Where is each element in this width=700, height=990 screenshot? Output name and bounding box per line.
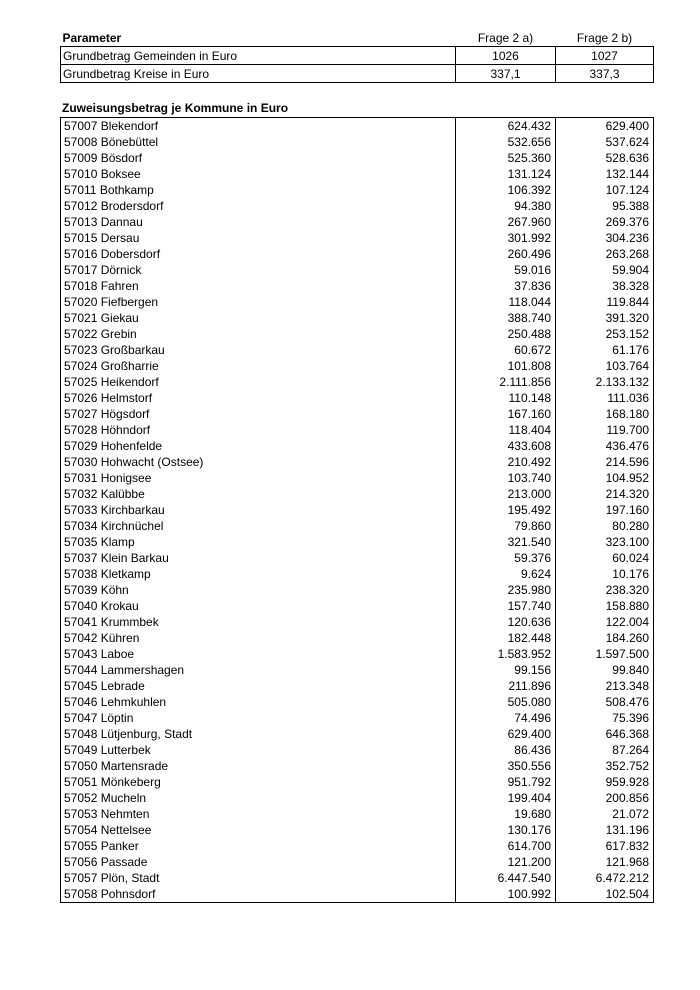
municipality-name-cell: 57011 Bothkamp xyxy=(61,182,456,198)
table-row xyxy=(61,454,654,470)
value-frage-2a-cell: 60.672 xyxy=(456,342,556,358)
value-frage-2a-cell: 213.000 xyxy=(456,486,556,502)
municipality-name-cell: 57008 Bönebüttel xyxy=(61,134,456,150)
municipality-name-cell: 57016 Dobersdorf xyxy=(61,246,456,262)
table-row xyxy=(61,678,654,694)
value-frage-2b-cell: 200.856 xyxy=(556,790,654,806)
value-frage-2a-cell: 79.860 xyxy=(456,518,556,534)
table-row xyxy=(61,806,654,822)
municipality-name-cell: 57042 Kühren xyxy=(61,630,456,646)
municipality-name-cell: 57035 Klamp xyxy=(61,534,456,550)
table-row xyxy=(61,246,654,262)
municipality-name-cell: 57046 Lehmkuhlen xyxy=(61,694,456,710)
value-frage-2b-cell: 214.320 xyxy=(556,486,654,502)
value-frage-2a-cell: 525.360 xyxy=(456,150,556,166)
municipality-name-cell: 57029 Hohenfelde xyxy=(61,438,456,454)
parameter-header-row xyxy=(61,29,654,47)
value-frage-2a-cell: 9.624 xyxy=(456,566,556,582)
municipality-name-cell: 57007 Blekendorf xyxy=(61,118,456,135)
table-row xyxy=(61,214,654,230)
municipality-name-cell: 57057 Plön, Stadt xyxy=(61,870,456,886)
value-frage-2a-cell: 74.496 xyxy=(456,710,556,726)
value-frage-2b-cell: 131.196 xyxy=(556,822,654,838)
value-frage-2a-cell: 1.583.952 xyxy=(456,646,556,662)
municipality-name-cell: 57051 Mönkeberg xyxy=(61,774,456,790)
table-row xyxy=(61,230,654,246)
table-row xyxy=(61,166,654,182)
municipality-name-cell: 57034 Kirchnüchel xyxy=(61,518,456,534)
value-frage-2b-cell: 352.752 xyxy=(556,758,654,774)
value-frage-2b-cell: 103.764 xyxy=(556,358,654,374)
table-row xyxy=(61,758,654,774)
municipality-name-cell: 57039 Köhn xyxy=(61,582,456,598)
value-frage-2a-cell: 195.492 xyxy=(456,502,556,518)
value-frage-2b-cell: 269.376 xyxy=(556,214,654,230)
table-row xyxy=(61,774,654,790)
value-frage-2b-cell: 158.880 xyxy=(556,598,654,614)
value-frage-2b-cell: 6.472.212 xyxy=(556,870,654,886)
municipality-name-cell: 57027 Högsdorf xyxy=(61,406,456,422)
value-frage-2a-cell: 433.608 xyxy=(456,438,556,454)
municipality-name-cell: 57017 Dörnick xyxy=(61,262,456,278)
table-row xyxy=(61,438,654,454)
value-frage-2a-cell: 59.016 xyxy=(456,262,556,278)
value-frage-2b-cell: 60.024 xyxy=(556,550,654,566)
value-frage-2a-cell: 118.044 xyxy=(456,294,556,310)
value-frage-2b-cell: 263.268 xyxy=(556,246,654,262)
table-row xyxy=(61,710,654,726)
table-row xyxy=(61,486,654,502)
table-row xyxy=(61,822,654,838)
table-row xyxy=(61,358,654,374)
municipality-name-cell: 57049 Lutterbek xyxy=(61,742,456,758)
value-frage-2a-cell: 101.808 xyxy=(456,358,556,374)
value-frage-2b-cell: 119.844 xyxy=(556,294,654,310)
municipality-name-cell: 57012 Brodersdorf xyxy=(61,198,456,214)
value-frage-2a-cell: 157.740 xyxy=(456,598,556,614)
municipality-name-cell: 57009 Bösdorf xyxy=(61,150,456,166)
municipality-name-cell: 57020 Fiefbergen xyxy=(61,294,456,310)
municipality-name-cell: 57045 Lebrade xyxy=(61,678,456,694)
value-frage-2a-cell: 301.992 xyxy=(456,230,556,246)
value-frage-2a-cell: 614.700 xyxy=(456,838,556,854)
municipality-name-cell: 57054 Nettelsee xyxy=(61,822,456,838)
table-row xyxy=(61,422,654,438)
value-frage-2a-cell: 106.392 xyxy=(456,182,556,198)
municipality-name-cell: 57030 Hohwacht (Ostsee) xyxy=(61,454,456,470)
value-frage-2a-cell: 624.432 xyxy=(456,118,556,135)
table-row xyxy=(61,278,654,294)
value-frage-2b-cell: 253.152 xyxy=(556,326,654,342)
value-frage-2b-cell: 436.476 xyxy=(556,438,654,454)
parameter-row xyxy=(61,65,654,83)
value-frage-2a-cell: 1026 xyxy=(456,47,556,65)
table-row xyxy=(61,310,654,326)
municipality-name-cell: 57055 Panker xyxy=(61,838,456,854)
value-frage-2b-cell: 646.368 xyxy=(556,726,654,742)
value-frage-2a-cell: 250.488 xyxy=(456,326,556,342)
table-row xyxy=(61,198,654,214)
value-frage-2b-cell: 95.388 xyxy=(556,198,654,214)
table-row xyxy=(61,470,654,486)
table-row xyxy=(61,390,654,406)
value-frage-2b-cell: 99.840 xyxy=(556,662,654,678)
municipality-name-cell: 57037 Klein Barkau xyxy=(61,550,456,566)
table-row xyxy=(61,598,654,614)
table-row xyxy=(61,118,654,135)
value-frage-2a-cell: 388.740 xyxy=(456,310,556,326)
value-frage-2b-cell: 1.597.500 xyxy=(556,646,654,662)
value-frage-2b-cell: 121.968 xyxy=(556,854,654,870)
value-frage-2b-cell: 61.176 xyxy=(556,342,654,358)
municipality-name-cell: 57025 Heikendorf xyxy=(61,374,456,390)
value-frage-2a-cell: 321.540 xyxy=(456,534,556,550)
value-frage-2b-cell: 323.100 xyxy=(556,534,654,550)
allocation-table xyxy=(60,117,654,903)
value-frage-2b-cell: 213.348 xyxy=(556,678,654,694)
municipality-name-cell: 57010 Boksee xyxy=(61,166,456,182)
table-row xyxy=(61,134,654,150)
value-frage-2a-cell: 94.380 xyxy=(456,198,556,214)
table-row xyxy=(61,182,654,198)
section-title: Zuweisungsbetrag je Kommune in Euro xyxy=(62,101,289,115)
value-frage-2b-cell: 111.036 xyxy=(556,390,654,406)
value-frage-2a-cell: 19.680 xyxy=(456,806,556,822)
column-header-frage-2b: Frage 2 b) xyxy=(576,30,633,45)
value-frage-2a-cell: 951.792 xyxy=(456,774,556,790)
municipality-name-cell: 57031 Honigsee xyxy=(61,470,456,486)
value-frage-2b-cell: 959.928 xyxy=(556,774,654,790)
value-frage-2b-cell: 629.400 xyxy=(556,118,654,135)
table-row xyxy=(61,838,654,854)
municipality-name-cell: 57015 Dersau xyxy=(61,230,456,246)
value-frage-2b-cell: 184.260 xyxy=(556,630,654,646)
value-frage-2a-cell: 210.492 xyxy=(456,454,556,470)
value-frage-2a-cell: 103.740 xyxy=(456,470,556,486)
value-frage-2b-cell: 197.160 xyxy=(556,502,654,518)
parameter-row xyxy=(61,47,654,65)
value-frage-2b-cell: 132.144 xyxy=(556,166,654,182)
value-frage-2b-cell: 75.396 xyxy=(556,710,654,726)
value-frage-2b-cell: 80.280 xyxy=(556,518,654,534)
value-frage-2a-cell: 532.656 xyxy=(456,134,556,150)
table-row xyxy=(61,790,654,806)
table-row xyxy=(61,662,654,678)
value-frage-2a-cell: 59.376 xyxy=(456,550,556,566)
value-frage-2b-cell: 391.320 xyxy=(556,310,654,326)
table-row xyxy=(61,854,654,870)
municipality-name-cell: 57023 Großbarkau xyxy=(61,342,456,358)
value-frage-2a-cell: 167.160 xyxy=(456,406,556,422)
table-row xyxy=(61,326,654,342)
municipality-name-cell: 57050 Martensrade xyxy=(61,758,456,774)
municipality-name-cell: 57022 Grebin xyxy=(61,326,456,342)
value-frage-2b-cell: 119.700 xyxy=(556,422,654,438)
municipality-name-cell: 57026 Helmstorf xyxy=(61,390,456,406)
value-frage-2a-cell: 211.896 xyxy=(456,678,556,694)
municipality-name-cell: 57052 Mucheln xyxy=(61,790,456,806)
table-row xyxy=(61,374,654,390)
table-row xyxy=(61,694,654,710)
table-row xyxy=(61,406,654,422)
value-frage-2a-cell: 2.111.856 xyxy=(456,374,556,390)
table-row xyxy=(61,646,654,662)
municipality-name-cell: 57048 Lütjenburg, Stadt xyxy=(61,726,456,742)
municipality-name-cell: 57032 Kalübbe xyxy=(61,486,456,502)
table-row xyxy=(61,150,654,166)
municipality-name-cell: 57058 Pohnsdorf xyxy=(61,886,456,903)
value-frage-2a-cell: 100.992 xyxy=(456,886,556,903)
value-frage-2a-cell: 267.960 xyxy=(456,214,556,230)
value-frage-2b-cell: 528.636 xyxy=(556,150,654,166)
municipality-name-cell: Grundbetrag Gemeinden in Euro xyxy=(61,47,456,65)
table-row xyxy=(61,582,654,598)
value-frage-2b-cell: 10.176 xyxy=(556,566,654,582)
value-frage-2a-cell: 350.556 xyxy=(456,758,556,774)
table-row xyxy=(61,518,654,534)
table-row xyxy=(61,870,654,886)
table-row xyxy=(61,726,654,742)
municipality-name-cell: 57018 Fahren xyxy=(61,278,456,294)
municipality-name-cell: 57028 Höhndorf xyxy=(61,422,456,438)
municipality-name-cell: 57038 Kletkamp xyxy=(61,566,456,582)
parameter-table xyxy=(60,29,654,83)
value-frage-2b-cell: 537.624 xyxy=(556,134,654,150)
value-frage-2b-cell: 337,3 xyxy=(556,65,654,83)
municipality-name-cell: 57024 Großharrie xyxy=(61,358,456,374)
value-frage-2a-cell: 110.148 xyxy=(456,390,556,406)
value-frage-2b-cell: 508.476 xyxy=(556,694,654,710)
table-row xyxy=(61,742,654,758)
municipality-name-cell: 57041 Krummbek xyxy=(61,614,456,630)
value-frage-2a-cell: 235.980 xyxy=(456,582,556,598)
table-row xyxy=(61,294,654,310)
value-frage-2b-cell: 122.004 xyxy=(556,614,654,630)
municipality-name-cell: 57044 Lammershagen xyxy=(61,662,456,678)
value-frage-2b-cell: 304.236 xyxy=(556,230,654,246)
value-frage-2a-cell: 37.836 xyxy=(456,278,556,294)
municipality-name-cell: Grundbetrag Kreise in Euro xyxy=(61,65,456,83)
table-row xyxy=(61,614,654,630)
table-row xyxy=(61,566,654,582)
value-frage-2b-cell: 104.952 xyxy=(556,470,654,486)
value-frage-2b-cell: 168.180 xyxy=(556,406,654,422)
parameter-header-label: Parameter xyxy=(62,30,122,45)
municipality-name-cell: 57043 Laboe xyxy=(61,646,456,662)
table-row xyxy=(61,502,654,518)
value-frage-2a-cell: 629.400 xyxy=(456,726,556,742)
column-header-frage-2a: Frage 2 a) xyxy=(477,30,534,45)
value-frage-2a-cell: 131.124 xyxy=(456,166,556,182)
table-row xyxy=(61,886,654,903)
table-row xyxy=(61,630,654,646)
value-frage-2a-cell: 260.496 xyxy=(456,246,556,262)
table-row xyxy=(61,262,654,278)
value-frage-2b-cell: 38.328 xyxy=(556,278,654,294)
value-frage-2b-cell: 21.072 xyxy=(556,806,654,822)
value-frage-2a-cell: 99.156 xyxy=(456,662,556,678)
table-row xyxy=(61,550,654,566)
value-frage-2b-cell: 214.596 xyxy=(556,454,654,470)
value-frage-2a-cell: 337,1 xyxy=(456,65,556,83)
table-row xyxy=(61,342,654,358)
value-frage-2a-cell: 86.436 xyxy=(456,742,556,758)
value-frage-2b-cell: 87.264 xyxy=(556,742,654,758)
value-frage-2a-cell: 6.447.540 xyxy=(456,870,556,886)
value-frage-2b-cell: 59.904 xyxy=(556,262,654,278)
value-frage-2b-cell: 617.832 xyxy=(556,838,654,854)
municipality-name-cell: 57053 Nehmten xyxy=(61,806,456,822)
document-page xyxy=(60,29,653,903)
municipality-name-cell: 57021 Giekau xyxy=(61,310,456,326)
municipality-name-cell: 57047 Löptin xyxy=(61,710,456,726)
value-frage-2b-cell: 238.320 xyxy=(556,582,654,598)
value-frage-2b-cell: 107.124 xyxy=(556,182,654,198)
value-frage-2a-cell: 121.200 xyxy=(456,854,556,870)
value-frage-2b-cell: 102.504 xyxy=(556,886,654,903)
value-frage-2b-cell: 1027 xyxy=(556,47,654,65)
value-frage-2a-cell: 130.176 xyxy=(456,822,556,838)
municipality-name-cell: 57056 Passade xyxy=(61,854,456,870)
municipality-name-cell: 57013 Dannau xyxy=(61,214,456,230)
value-frage-2a-cell: 120.636 xyxy=(456,614,556,630)
value-frage-2a-cell: 182.448 xyxy=(456,630,556,646)
table-row xyxy=(61,534,654,550)
value-frage-2a-cell: 118.404 xyxy=(456,422,556,438)
value-frage-2a-cell: 505.080 xyxy=(456,694,556,710)
value-frage-2b-cell: 2.133.132 xyxy=(556,374,654,390)
municipality-name-cell: 57033 Kirchbarkau xyxy=(61,502,456,518)
municipality-name-cell: 57040 Krokau xyxy=(61,598,456,614)
value-frage-2a-cell: 199.404 xyxy=(456,790,556,806)
